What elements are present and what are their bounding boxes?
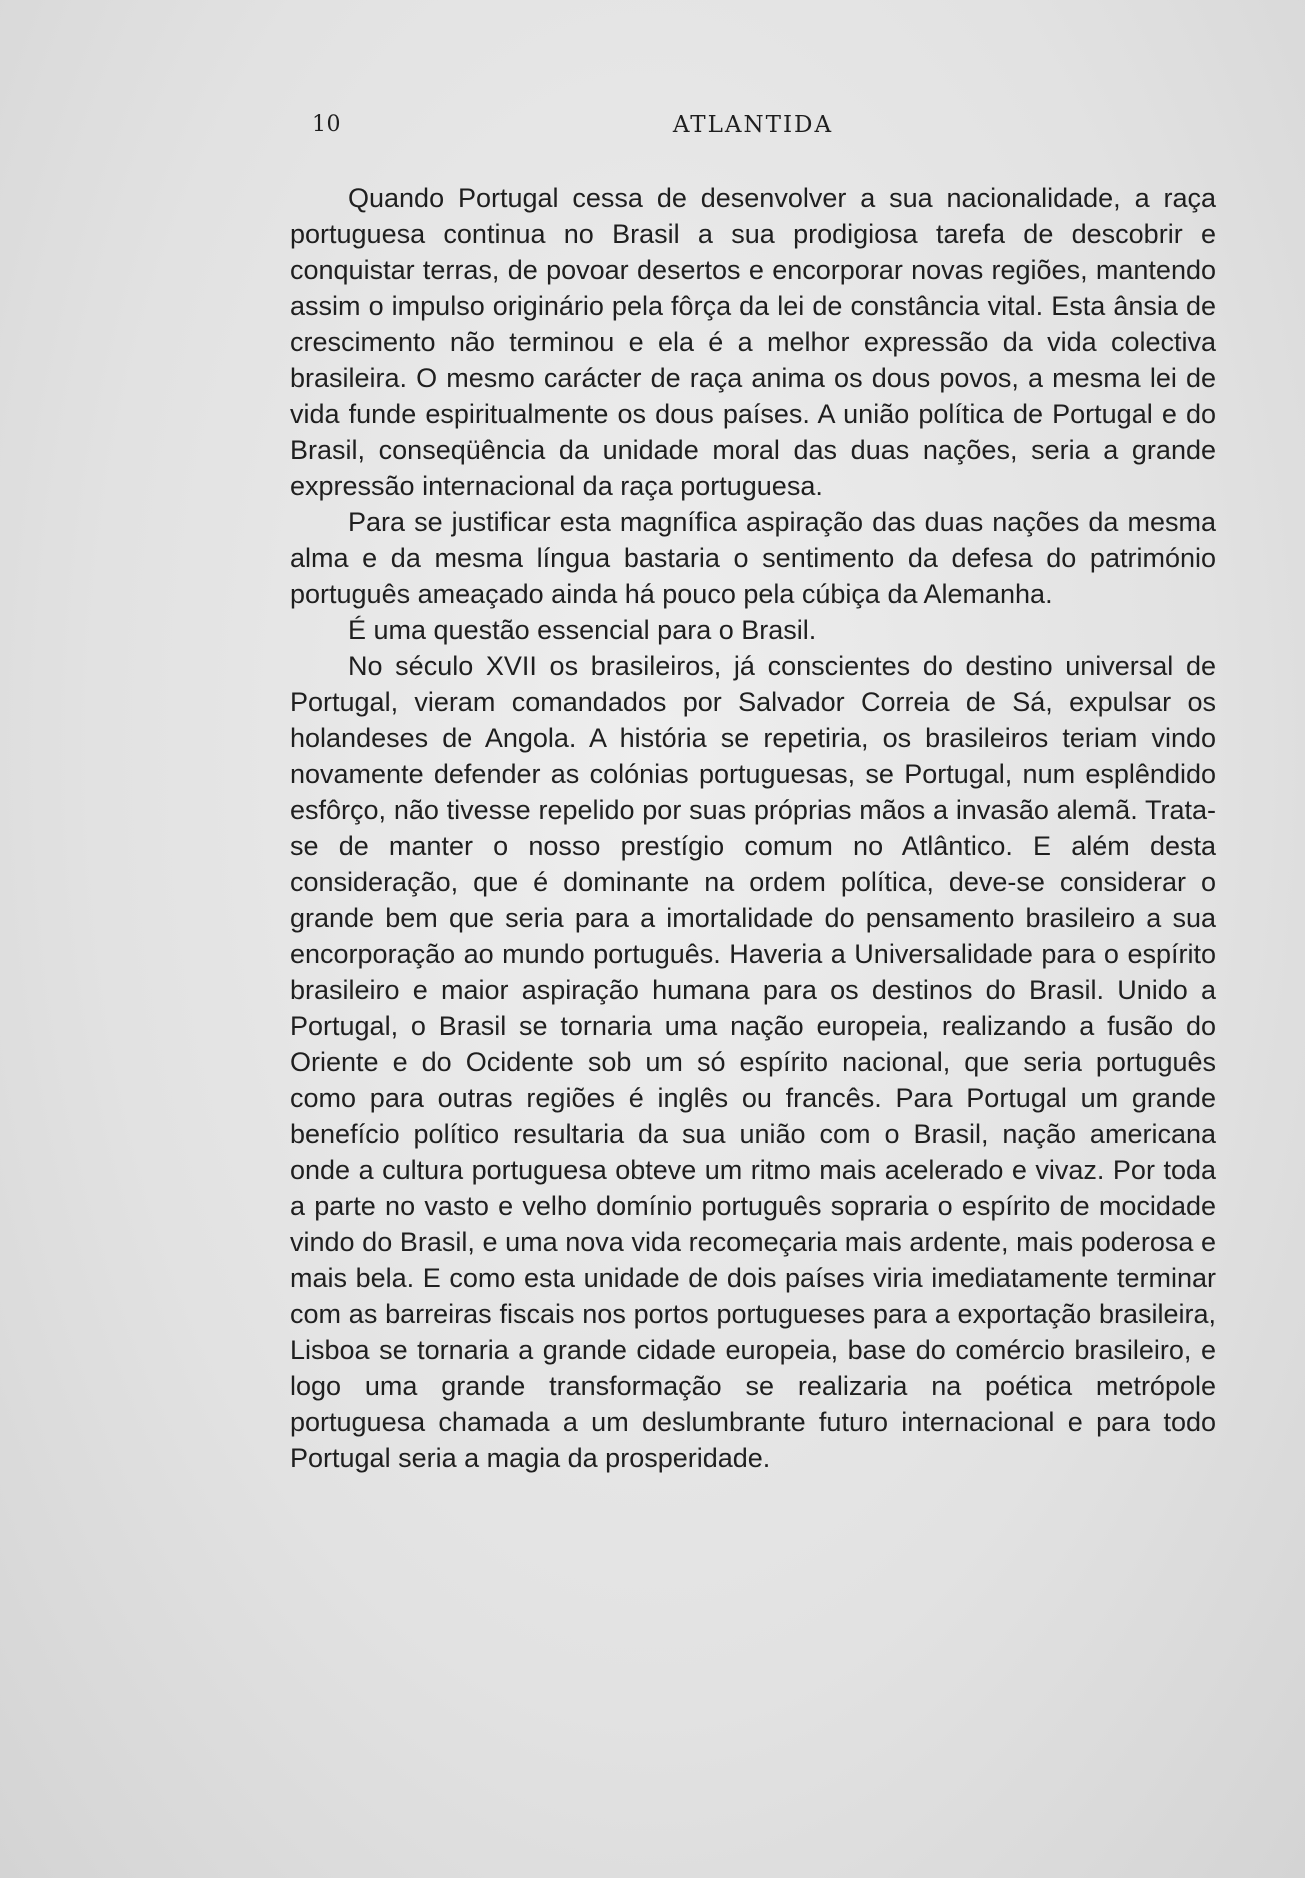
page-number: 10	[312, 112, 341, 137]
page-header	[290, 112, 1216, 144]
running-title: ATLANTIDA	[672, 112, 834, 138]
body-text	[290, 180, 1216, 1476]
paragraph: Para se justificar esta magnífica aspiração das duas nações da mesma alma e da mesma língua bastaria o sentimento da defesa do património português ameaçado ainda há pouco pela cúbiça da Alemanha.	[290, 507, 1216, 609]
paragraph: Quando Portugal cessa de desenvolver a sua nacionalidade, a raça portuguesa continua no Brasil a sua prodigiosa tarefa de descobrir e conquistar terras, de povoar desertos e encorporar novas regiões, mantendo assim o impulso originário pela fôrça da lei de constância vital. Esta ânsia de crescimento não terminou e ela é a melhor expressão da vida colectiva brasileira. O mesmo carácter de raça anima os dous povos, a mesma lei de vida funde espiritualmente os dous países. A união política de Portugal e do Brasil, conseqüência da unidade moral das duas nações, seria a grande expressão internacional da raça portuguesa.	[290, 183, 1216, 501]
paragraph: No século XVII os brasileiros, já conscientes do destino universal de Portugal, vieram comandados por Salvador Correia de Sá, expulsar os holandeses de Angola. A história se repetiria, os brasileiros teriam vindo novamente defender as colónias portuguesas, se Portugal, num esplêndido esfôrço, não tivesse repelido por suas próprias mãos a invasão alemã. Trata-se de manter o nosso prestígio comum no Atlântico. E além desta consideração, que é dominante na ordem política, deve-se considerar o grande bem que seria para a imortalidade do pensamento brasileiro a sua encorporação ao mundo português. Haveria a Universalidade para o espírito brasileiro e maior aspiração humana para os destinos do Brasil. Unido a Portugal, o Brasil se tornaria uma nação europeia, realizando a fusão do Oriente e do Ocidente sob um só espírito nacional, que seria português como para outras regiões é inglês ou francês. Para Portugal um grande benefício político resultaria da sua união com o Brasil, nação americana onde a cultura portuguesa obteve um ritmo mais acelerado e vivaz. Por toda a parte no vasto e velho domínio português sopraria o espírito de mocidade vindo do Brasil, e uma nova vida recomeçaria mais ardente, mais poderosa e mais bela. E como esta unidade de dois países viria imediatamente terminar com as barreiras fiscais nos portos portugueses para a exportação brasileira, Lisboa se tornaria a grande cidade europeia, base do comércio brasileiro, e logo uma grande transformação se realizaria na poética metrópole portuguesa chamada a um deslumbrante futuro internacional e para todo Portugal seria a magia da prosperidade.	[290, 651, 1216, 1473]
paragraph: É uma questão essencial para o Brasil.	[348, 615, 817, 645]
